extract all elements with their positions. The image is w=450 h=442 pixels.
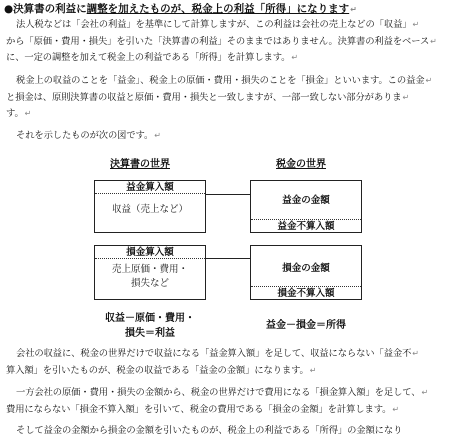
addition-label: 益金算入額 (126, 182, 174, 193)
gross-revenue-label: 益金の金額 (282, 195, 330, 206)
return-mark-icon: ↵ (412, 349, 419, 358)
return-mark-icon: ↵ (350, 5, 357, 14)
dotted-divider (95, 258, 205, 259)
return-mark-icon: ↵ (402, 92, 410, 102)
return-mark-icon: ↵ (24, 109, 32, 119)
left-caption: 決算書の世界 (110, 159, 170, 170)
right-caption: 税金の世界 (276, 159, 326, 170)
return-mark-icon: ↵ (430, 36, 437, 46)
left-expense-box (94, 245, 206, 300)
para2-line3: す。 (6, 108, 24, 120)
para6-line1: そして益金の金額から損金の金額を引いたものが、税金上の利益である「所得」の金額になり (16, 425, 403, 436)
deduction-addition-label: 損金算入額 (126, 247, 174, 258)
return-mark-icon: ↵ (421, 388, 429, 397)
connector-line (206, 194, 250, 195)
connector-line (206, 258, 250, 259)
right-formula: 益金－損金＝所得 (266, 320, 346, 331)
non-deductible-label: 損金不算入額 (277, 288, 335, 299)
para2-line1: 税金上の収益のことを「益金」、税金上の原価・費用・損失のことを「損金」といいます。この益金 (16, 75, 425, 86)
left-formula (94, 311, 206, 341)
left-formula-line1: 収益－原価・費用・ (105, 313, 195, 324)
return-mark-icon: ↵ (425, 76, 433, 85)
heading-part1: ●決算書の利益に (4, 3, 87, 15)
dotted-divider (251, 286, 361, 287)
paragraph-6 (6, 423, 442, 440)
right-deductible-box (250, 245, 362, 300)
para4-line1: 会社の収益に、税金の世界だけで収益になる「益金算入額」を足して、収益にならない「益金不 (16, 348, 412, 359)
dotted-divider (95, 193, 205, 194)
return-mark-icon: ↵ (392, 404, 399, 414)
non-inclusion-label: 益金不算入額 (277, 221, 335, 232)
para5-line1: 一方会社の原価・費用・損失の金額から、税金の世界だけで費用になる「損金算入額」を足して、 (16, 387, 421, 398)
paragraph-4 (6, 346, 442, 379)
expense-label-2: 損失など (130, 278, 169, 289)
deductible-label: 損金の金額 (282, 263, 330, 274)
paragraph-1 (6, 17, 442, 67)
heading-part2: 調整を加えたものが、税金上の利益「所得」になります (86, 3, 350, 15)
para5-line2: 費用にならない「損金不算入額」を引いて、税金の費用である「損金の金額」を計算します。 (6, 403, 392, 415)
return-mark-icon: ↵ (154, 131, 161, 140)
para1-line3: に、一定の調整を加えて税金上の利益である「所得」を計算します。 (6, 52, 291, 64)
left-revenue-box (94, 180, 206, 233)
return-mark-icon: ↵ (291, 53, 298, 63)
para1-line2: から「原価・費用・損失」を引いた「決算書の利益」そのままではありません。決算書の利益をベース (6, 35, 430, 47)
expense-label-1: 売上原価・費用・ (111, 264, 188, 275)
left-formula-line2: 損失＝利益 (125, 328, 175, 339)
paragraph-2 (6, 73, 442, 123)
right-gross-revenue-box (250, 180, 362, 233)
dotted-divider (251, 219, 361, 220)
para4-line2: 算入額」を引いたものが、税金の収益である「益金の金額」になります。 (6, 364, 309, 376)
paragraph-5 (6, 385, 442, 418)
paragraph-3 (6, 128, 442, 145)
revenue-label: 収益（売上など） (111, 204, 188, 215)
return-mark-icon: ↵ (412, 20, 420, 29)
para1-line1: 法人税などは「会社の利益」を基準にして計算しますが、この利益は会社の売上などの「収益」 (16, 19, 412, 30)
para3-line1: それを示したものが次の図です。 (16, 130, 154, 141)
return-mark-icon: ↵ (309, 365, 317, 375)
heading (4, 2, 446, 17)
para2-line2: と損金は、原則決算書の収益と原価・費用・損失と一致しますが、一部一致しない部分がありま (6, 91, 402, 103)
